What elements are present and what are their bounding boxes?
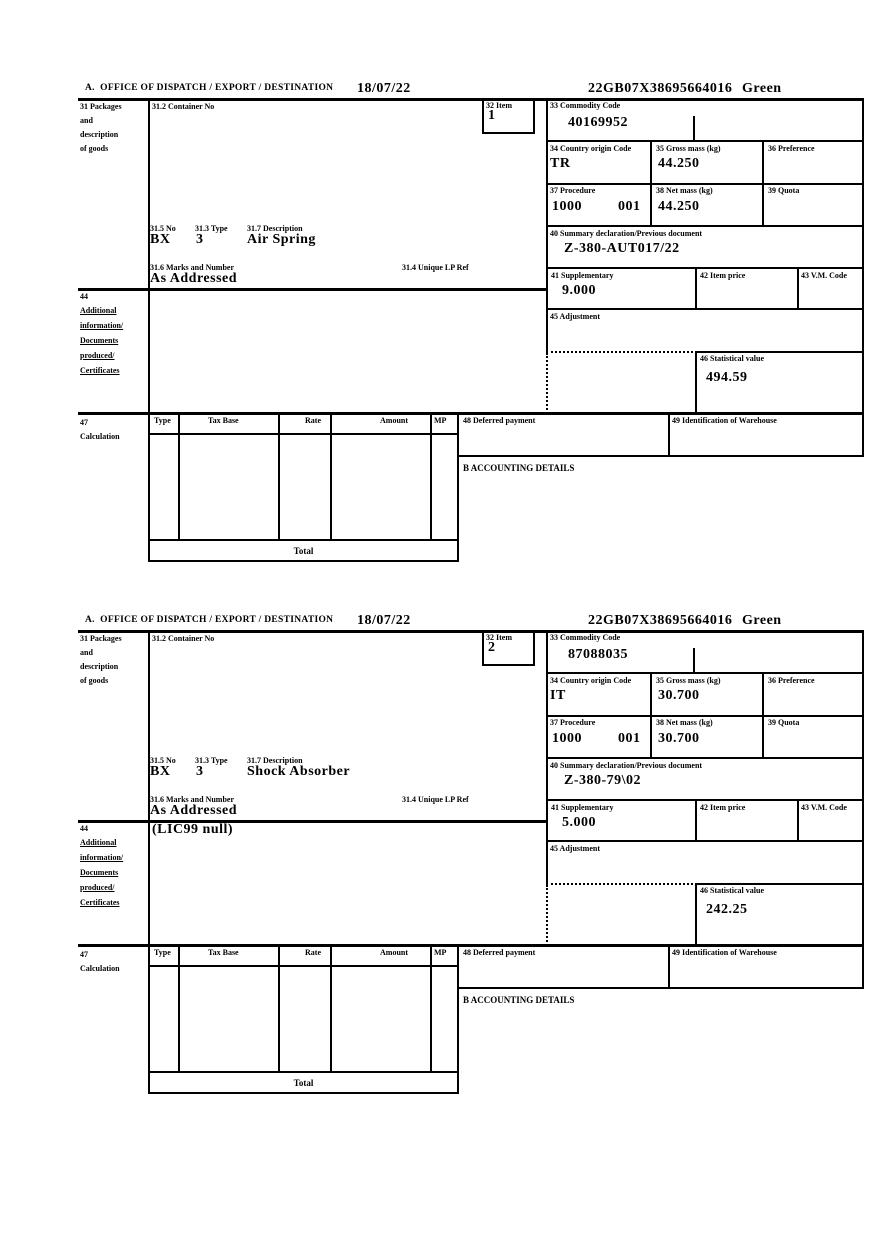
box44-label: Documents: [80, 868, 119, 877]
column-header-amount: Amount: [380, 416, 409, 425]
vm-code-label: 43 V.M. Code: [801, 803, 847, 812]
marks-number-label: 31.6 Marks and Number: [150, 795, 235, 804]
box31-label: of goods: [80, 144, 109, 153]
stat-value-top-line: [695, 351, 864, 353]
acceptance-date-value: 18/07/22: [357, 613, 411, 628]
table-bottom-line: [148, 1071, 459, 1073]
item-price-label: 42 Item price: [700, 803, 746, 812]
item-number-value: 2: [488, 640, 496, 655]
stat-value-top-line: [695, 883, 864, 885]
commodity-code-label: 33 Commodity Code: [550, 101, 621, 110]
package-no-label: 31.5 No: [150, 224, 176, 233]
table-column-line: [430, 415, 432, 539]
deferred-warehouse-divider-line: [668, 947, 670, 987]
adjustment-label: 45 Adjustment: [550, 844, 601, 853]
quota-label: 39 Quota: [768, 718, 800, 727]
box31-label: of goods: [80, 676, 109, 685]
item-number-value: 1: [488, 108, 496, 123]
marks-number-label: 31.6 Marks and Number: [150, 263, 235, 272]
table-column-line: [278, 415, 280, 539]
box44-number: 44: [80, 824, 88, 833]
container-no-label: 31.2 Container No: [152, 634, 215, 643]
left-column-border-line: [148, 630, 150, 1094]
table-column-line: [330, 415, 332, 539]
calculation-top-border-line: [78, 944, 864, 947]
country-origin-label: 34 Country origin Code: [550, 144, 632, 153]
item-box-right-line: [533, 630, 535, 666]
row-line: [546, 757, 864, 759]
goods-description-value: Shock Absorber: [247, 764, 351, 779]
column-line: [797, 799, 799, 842]
table-column-line: [330, 947, 332, 1071]
supplementary-label: 41 Supplementary: [551, 271, 614, 280]
box47-number: 47: [80, 418, 88, 427]
gross-mass-value: 44.250: [658, 156, 700, 171]
procedure-value: 1000: [552, 199, 582, 214]
box44-label: Certificates: [80, 898, 120, 907]
preference-label: 36 Preference: [768, 144, 815, 153]
package-type-value: 3: [196, 764, 204, 779]
total-row-bottom-line: [148, 560, 459, 562]
box31-label: and: [80, 648, 93, 657]
net-mass-value: 44.250: [658, 199, 700, 214]
column-line: [762, 140, 764, 227]
commodity-code-value: 87088035: [568, 647, 628, 662]
goods-description-label: 31.7 Description: [247, 224, 303, 233]
column-line: [650, 672, 652, 759]
row-line: [546, 308, 864, 310]
net-mass-label: 38 Net mass (kg): [656, 186, 713, 195]
warehouse-id-label: 49 Identification of Warehouse: [672, 416, 777, 425]
box44-label: Additional: [80, 838, 117, 847]
container-no-label: 31.2 Container No: [152, 102, 215, 111]
deferred-warehouse-divider-line: [668, 415, 670, 455]
box47-number: 47: [80, 950, 88, 959]
box44-divider-line: [78, 820, 548, 823]
procedure-extra-value: 001: [618, 199, 641, 214]
accounting-details-label: B ACCOUNTING DETAILS: [463, 995, 575, 1005]
accounting-top-line: [457, 455, 864, 457]
column-header-type: Type: [154, 948, 171, 957]
item-box-bottom-line: [482, 132, 535, 134]
previous-document-label: 40 Summary declaration/Previous document: [550, 229, 703, 238]
column-line: [650, 140, 652, 227]
goods-description-value: Air Spring: [247, 232, 316, 247]
item-box-right-line: [533, 98, 535, 134]
mrn-reference-value: 22GB07X38695664016: [588, 81, 733, 96]
table-header-line: [148, 965, 459, 967]
commodity-code-value: 40169952: [568, 115, 628, 130]
package-type-label: 31.3 Type: [195, 756, 228, 765]
package-type-value: 3: [196, 232, 204, 247]
box44-label: Certificates: [80, 366, 120, 375]
vm-code-label: 43 V.M. Code: [801, 271, 847, 280]
unique-lp-ref-label: 31.4 Unique LP Ref: [402, 263, 469, 272]
box31-label: 31 Packages: [80, 634, 122, 643]
country-origin-label: 34 Country origin Code: [550, 676, 632, 685]
dotted-vertical-line: [546, 885, 548, 946]
quota-label: 39 Quota: [768, 186, 800, 195]
gross-mass-label: 35 Gross mass (kg): [656, 144, 721, 153]
box44-label: information/: [80, 321, 124, 330]
package-no-value: BX: [150, 232, 171, 247]
dotted-horizontal-line: [546, 351, 697, 353]
dotted-vertical-line: [546, 353, 548, 414]
column-header-type: Type: [154, 416, 171, 425]
commodity-code-label: 33 Commodity Code: [550, 633, 621, 642]
accounting-top-line: [457, 987, 864, 989]
marks-number-value: As Addressed: [150, 271, 238, 286]
unique-lp-ref-label: 31.4 Unique LP Ref: [402, 795, 469, 804]
country-origin-value: IT: [550, 688, 566, 703]
column-header-mp: MP: [434, 416, 447, 425]
box44-number: 44: [80, 292, 88, 301]
routing-status-value: Green: [742, 81, 782, 96]
right-border-line: [862, 98, 864, 457]
package-type-label: 31.3 Type: [195, 224, 228, 233]
box44-label: information/: [80, 853, 124, 862]
acceptance-date-value: 18/07/22: [357, 81, 411, 96]
row-line: [546, 267, 864, 269]
table-column-line: [430, 947, 432, 1071]
box31-label: description: [80, 130, 119, 139]
left-column-border-line: [148, 98, 150, 562]
stat-value-left-line: [695, 883, 697, 946]
marks-number-value: As Addressed: [150, 803, 238, 818]
column-header-mp: MP: [434, 948, 447, 957]
column-header-rate: Rate: [305, 416, 321, 425]
box31-label: 31 Packages: [80, 102, 122, 111]
column-header-rate: Rate: [305, 948, 321, 957]
supplementary-value: 5.000: [562, 815, 596, 830]
item-box-left-line: [482, 98, 484, 134]
commodity-code-separator-line: [693, 648, 695, 674]
procedure-label: 37 Procedure: [550, 718, 596, 727]
supplementary-label: 41 Supplementary: [551, 803, 614, 812]
deferred-payment-label: 48 Deferred payment: [463, 948, 536, 957]
stat-value-left-line: [695, 351, 697, 414]
row-line: [546, 840, 864, 842]
column-header-tax-base: Tax Base: [208, 416, 239, 425]
calculation-top-border-line: [78, 412, 864, 415]
total-label: Total: [293, 546, 314, 556]
procedure-label: 37 Procedure: [550, 186, 596, 195]
box44-label: produced/: [80, 883, 115, 892]
top-border-line: [78, 630, 864, 633]
item-box-bottom-line: [482, 664, 535, 666]
commodity-code-separator-line: [693, 116, 695, 142]
accounting-details-label: B ACCOUNTING DETAILS: [463, 463, 575, 473]
total-row-bottom-line: [148, 1092, 459, 1094]
statistical-value: 494.59: [706, 370, 748, 385]
mrn-reference-value: 22GB07X38695664016: [588, 613, 733, 628]
net-mass-value: 30.700: [658, 731, 700, 746]
row-line: [546, 140, 864, 142]
box44-label: Documents: [80, 336, 119, 345]
top-border-line: [78, 98, 864, 101]
goods-description-label: 31.7 Description: [247, 756, 303, 765]
column-line: [762, 672, 764, 759]
procedure-extra-value: 001: [618, 731, 641, 746]
column-line: [695, 799, 697, 842]
office-of-dispatch-header: A. OFFICE OF DISPATCH / EXPORT / DESTINATION: [85, 615, 334, 625]
previous-document-label: 40 Summary declaration/Previous document: [550, 761, 703, 770]
box47-label: Calculation: [80, 964, 120, 973]
row-line: [546, 799, 864, 801]
adjustment-label: 45 Adjustment: [550, 312, 601, 321]
table-column-line: [178, 415, 180, 539]
table-bottom-line: [148, 539, 459, 541]
column-line: [695, 267, 697, 310]
total-label: Total: [293, 1078, 314, 1088]
gross-mass-value: 30.700: [658, 688, 700, 703]
dotted-horizontal-line: [546, 883, 697, 885]
supplementary-value: 9.000: [562, 283, 596, 298]
table-column-line: [178, 947, 180, 1071]
box44-label: Additional: [80, 306, 117, 315]
procedure-value: 1000: [552, 731, 582, 746]
box44-divider-line: [78, 288, 548, 291]
statistical-value-label: 46 Statistical value: [700, 354, 764, 363]
box44-label: produced/: [80, 351, 115, 360]
item-number-label: 32 Item: [486, 101, 512, 110]
column-line: [797, 267, 799, 310]
item-box-left-line: [482, 630, 484, 666]
row-line: [546, 672, 864, 674]
previous-document-value: Z-380-79\02: [564, 773, 642, 788]
table-column-line: [278, 947, 280, 1071]
net-mass-label: 38 Net mass (kg): [656, 718, 713, 727]
preference-label: 36 Preference: [768, 676, 815, 685]
box31-label: and: [80, 116, 93, 125]
row-line: [546, 225, 864, 227]
item-number-label: 32 Item: [486, 633, 512, 642]
row-line: [546, 715, 864, 717]
additional-information-value: (LIC99 null): [152, 822, 234, 837]
statistical-value-label: 46 Statistical value: [700, 886, 764, 895]
column-header-amount: Amount: [380, 948, 409, 957]
previous-document-value: Z-380-AUT017/22: [564, 241, 680, 256]
declaration-item-section: [78, 614, 864, 1096]
table-header-line: [148, 433, 459, 435]
row-line: [546, 183, 864, 185]
country-origin-value: TR: [550, 156, 571, 171]
declaration-item-section: [78, 82, 864, 564]
column-header-tax-base: Tax Base: [208, 948, 239, 957]
deferred-payment-label: 48 Deferred payment: [463, 416, 536, 425]
item-price-label: 42 Item price: [700, 271, 746, 280]
statistical-value: 242.25: [706, 902, 748, 917]
box47-label: Calculation: [80, 432, 120, 441]
routing-status-value: Green: [742, 613, 782, 628]
warehouse-id-label: 49 Identification of Warehouse: [672, 948, 777, 957]
box31-label: description: [80, 662, 119, 671]
package-no-label: 31.5 No: [150, 756, 176, 765]
gross-mass-label: 35 Gross mass (kg): [656, 676, 721, 685]
right-border-line: [862, 630, 864, 989]
office-of-dispatch-header: A. OFFICE OF DISPATCH / EXPORT / DESTINATION: [85, 83, 334, 93]
package-no-value: BX: [150, 764, 171, 779]
